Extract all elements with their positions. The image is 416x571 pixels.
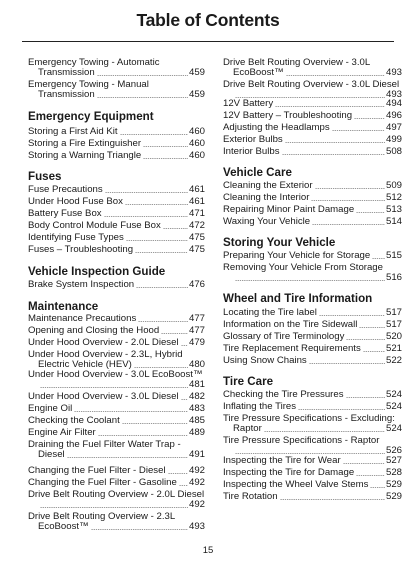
toc-entry-page: 489 xyxy=(188,427,205,438)
dot-leader xyxy=(319,315,385,316)
dot-leader xyxy=(346,397,385,398)
toc-entry[interactable] xyxy=(223,217,402,227)
toc-entry-title: Tire Rotation xyxy=(223,491,278,502)
toc-entry[interactable] xyxy=(223,480,402,490)
dot-leader xyxy=(91,529,188,530)
dot-leader xyxy=(280,499,385,500)
toc-entry[interactable] xyxy=(223,135,402,145)
toc-entry-title: Inflating the Tires xyxy=(223,401,297,412)
toc-entry-page: 513 xyxy=(385,204,402,215)
toc-entry-page: 492 xyxy=(188,477,205,488)
toc-entry[interactable] xyxy=(28,440,205,460)
toc-entry-title: Under Hood Overview - 2.0L Diesel xyxy=(28,337,179,348)
section-heading: Fuses xyxy=(28,170,62,183)
dot-leader xyxy=(105,192,188,193)
toc-entry-title: Engine Air Filter xyxy=(28,427,96,438)
toc-entry-title: Diesel xyxy=(38,449,65,460)
toc-entry-title: Interior Bulbs xyxy=(223,146,280,157)
toc-entry-title: Brake System Inspection xyxy=(28,279,135,290)
toc-entry-page: 509 xyxy=(385,180,402,191)
toc-entry-page: 522 xyxy=(385,355,402,366)
toc-entry-title: Tire Pressure Specifications - Raptor xyxy=(223,435,380,446)
toc-entry-page: 483 xyxy=(188,403,205,414)
section-heading: Tire Care xyxy=(223,375,274,388)
dot-leader xyxy=(275,106,385,107)
toc-entry-page: 515 xyxy=(385,250,402,261)
toc-entry-title: Information on the Tire Sidewall xyxy=(223,319,358,330)
toc-entry[interactable] xyxy=(223,263,402,283)
toc-entry-page: 524 xyxy=(385,389,402,400)
dot-leader xyxy=(168,473,188,474)
toc-entry-page: 508 xyxy=(385,146,402,157)
toc-entry-title: Body Control Module Fuse Box xyxy=(28,220,161,231)
dot-leader xyxy=(135,252,188,253)
toc-entry-page: 492 xyxy=(188,465,205,476)
dot-leader xyxy=(235,280,385,281)
toc-entry-page: 471 xyxy=(188,208,205,219)
toc-entry-page: 516 xyxy=(385,272,402,283)
toc-entry-title: Storing a Warning Triangle xyxy=(28,150,142,161)
toc-entry[interactable] xyxy=(28,314,205,324)
toc-entry-title: Changing the Fuel Filter - Gasoline xyxy=(28,477,177,488)
toc-entry[interactable] xyxy=(28,338,205,348)
dot-leader xyxy=(40,387,188,388)
toc-entry[interactable] xyxy=(223,205,402,215)
toc-entry-title: Adjusting the Headlamps xyxy=(223,122,330,133)
toc-entry-page: 526 xyxy=(385,445,402,456)
toc-entry-title: Locating the Tire label xyxy=(223,307,317,318)
toc-entry-page: 493 xyxy=(385,67,402,78)
section-heading: Wheel and Tire Information xyxy=(223,292,373,305)
toc-entry-title: Repairing Minor Paint Damage xyxy=(223,204,355,215)
toc-entry-page: 514 xyxy=(385,216,402,227)
toc-entry-title: Engine Oil xyxy=(28,403,73,414)
toc-entry-title: Under Hood Overview - 3.0L EcoBoost™ xyxy=(28,369,203,380)
toc-entry[interactable] xyxy=(223,181,402,191)
toc-entry[interactable] xyxy=(223,123,402,133)
dot-leader xyxy=(74,411,188,412)
toc-entry[interactable] xyxy=(223,356,402,366)
toc-entry-title: Fuse Precautions xyxy=(28,184,103,195)
dot-leader xyxy=(163,228,188,229)
dot-leader xyxy=(122,423,188,424)
toc-entry-page: 475 xyxy=(188,244,205,255)
toc-entry-title: Exterior Bulbs xyxy=(223,134,283,145)
toc-entry-title: Maintenance Precautions xyxy=(28,313,137,324)
toc-entry[interactable] xyxy=(28,139,205,149)
toc-entry-page: 497 xyxy=(385,122,402,133)
toc-entry[interactable] xyxy=(223,251,402,261)
toc-entry[interactable] xyxy=(28,245,205,255)
dot-leader xyxy=(264,431,385,432)
dot-leader xyxy=(143,146,188,147)
toc-entry-page: 491 xyxy=(188,449,205,460)
toc-entry-page: 460 xyxy=(188,138,205,149)
dot-leader xyxy=(179,485,188,486)
dot-leader xyxy=(356,212,385,213)
section-heading: Emergency Equipment xyxy=(28,110,154,123)
dot-leader xyxy=(181,399,188,400)
toc-entry[interactable] xyxy=(223,308,402,318)
toc-entry-title: Cleaning the Exterior xyxy=(223,180,313,191)
dot-leader xyxy=(282,154,385,155)
toc-entry[interactable] xyxy=(28,478,205,488)
toc-entry-title: Removing Your Vehicle From Storage xyxy=(223,262,383,273)
toc-entry-title: Inspecting the Tire for Wear xyxy=(223,455,341,466)
toc-entry-title: Drive Belt Routing Overview - 3.0L Diesel xyxy=(223,79,400,90)
toc-entry-title: Fuses – Troubleshooting xyxy=(28,244,134,255)
dot-leader xyxy=(309,363,385,364)
toc-entry-page: 493 xyxy=(188,521,205,532)
dot-leader xyxy=(343,463,385,464)
toc-entry[interactable] xyxy=(28,326,205,336)
toc-entry-page: 477 xyxy=(188,313,205,324)
toc-entry-page: 528 xyxy=(385,467,402,478)
dot-leader xyxy=(138,321,188,322)
toc-entry[interactable] xyxy=(28,416,205,426)
toc-entry-page: 529 xyxy=(385,491,402,502)
dot-leader xyxy=(136,287,188,288)
dot-leader xyxy=(97,75,188,76)
toc-entry-page: 520 xyxy=(385,331,402,342)
section-heading: Storing Your Vehicle xyxy=(223,236,336,249)
toc-entry[interactable] xyxy=(223,99,402,109)
toc-entry[interactable] xyxy=(28,209,205,219)
dot-leader xyxy=(372,258,385,259)
toc-entry-title: Electric Vehicle (HEV) xyxy=(38,359,132,370)
dot-leader xyxy=(134,367,188,368)
toc-entry-title: Under Hood Overview - 3.0L Diesel xyxy=(28,391,179,402)
toc-entry[interactable] xyxy=(223,58,402,78)
toc-entry[interactable] xyxy=(28,490,205,510)
toc-entry-page: 517 xyxy=(385,307,402,318)
toc-entry-title: 12V Battery – Troubleshooting xyxy=(223,110,353,121)
toc-entry-page: 521 xyxy=(385,343,402,354)
toc-entry[interactable] xyxy=(28,233,205,243)
toc-entry-title: Under Hood Overview - 2.3L, Hybrid xyxy=(28,349,183,360)
toc-entry-page: 517 xyxy=(385,319,402,330)
toc-entry-page: 485 xyxy=(188,415,205,426)
toc-entry[interactable] xyxy=(28,127,205,137)
toc-entry-page: 494 xyxy=(385,98,402,109)
toc-entry-title: Emergency Towing - Automatic xyxy=(28,57,160,68)
toc-entry-page: 499 xyxy=(385,134,402,145)
dot-leader xyxy=(97,97,188,98)
dot-leader xyxy=(311,200,385,201)
toc-entry[interactable] xyxy=(28,280,205,290)
toc-entry[interactable] xyxy=(223,80,402,100)
dot-leader xyxy=(161,333,188,334)
toc-entry[interactable] xyxy=(223,320,402,330)
toc-entry-page: 529 xyxy=(385,479,402,490)
toc-entry-title: Tire Pressure Specifications - Excluding: xyxy=(223,413,395,424)
toc-entry-page: 479 xyxy=(188,337,205,348)
toc-entry-title: Checking the Coolant xyxy=(28,415,120,426)
toc-entry[interactable] xyxy=(223,344,402,354)
toc-entry[interactable] xyxy=(28,466,205,476)
dot-leader xyxy=(285,142,385,143)
toc-entry-page: 527 xyxy=(385,455,402,466)
toc-entry-page: 496 xyxy=(385,110,402,121)
dot-leader xyxy=(312,224,385,225)
toc-entry[interactable] xyxy=(28,392,205,402)
toc-entry-title: Cleaning the Interior xyxy=(223,192,310,203)
toc-entry[interactable] xyxy=(223,147,402,157)
toc-entry[interactable] xyxy=(28,512,205,532)
dot-leader xyxy=(286,75,385,76)
toc-entry-title: Drive Belt Routing Overview - 2.3L xyxy=(28,511,176,522)
toc-entry-title: Changing the Fuel Filter - Diesel xyxy=(28,465,166,476)
toc-entry-title: Inspecting the Wheel Valve Stems xyxy=(223,479,369,490)
toc-entry[interactable] xyxy=(28,404,205,414)
toc-entry-page: 493 xyxy=(385,89,402,100)
toc-entry-page: 480 xyxy=(188,359,205,370)
toc-entry-title: Preparing Your Vehicle for Storage xyxy=(223,250,371,261)
dot-leader xyxy=(104,216,188,217)
toc-entry[interactable] xyxy=(223,193,402,203)
toc-entry-page: 459 xyxy=(188,89,205,100)
toc-entry-title: Draining the Fuel Filter Water Trap - xyxy=(28,439,181,450)
toc-entry-page: 477 xyxy=(188,325,205,336)
dot-leader xyxy=(354,118,385,119)
toc-entry[interactable] xyxy=(223,468,402,478)
toc-entry[interactable] xyxy=(223,111,402,121)
toc-entry[interactable] xyxy=(28,197,205,207)
toc-entry-title: Drive Belt Routing Overview - 2.0L Diesel xyxy=(28,489,205,500)
dot-leader xyxy=(143,158,188,159)
toc-entry-page: 482 xyxy=(188,391,205,402)
section-heading: Maintenance xyxy=(28,300,99,313)
dot-leader xyxy=(98,435,188,436)
dot-leader xyxy=(332,130,385,131)
toc-entry[interactable] xyxy=(223,402,402,412)
dot-leader xyxy=(235,453,385,454)
toc-entry-title: Opening and Closing the Hood xyxy=(28,325,160,336)
dot-leader xyxy=(126,240,188,241)
toc-entry-title: Battery Fuse Box xyxy=(28,208,102,219)
toc-entry-page: 472 xyxy=(188,220,205,231)
section-heading: Vehicle Inspection Guide xyxy=(28,265,166,278)
toc-entry[interactable] xyxy=(28,151,205,161)
toc-entry[interactable] xyxy=(223,492,402,502)
toc-entry-title: Storing a Fire Extinguisher xyxy=(28,138,142,149)
toc-entry-page: 492 xyxy=(188,499,205,510)
toc-entry-title: EcoBoost™ xyxy=(38,521,89,532)
dot-leader xyxy=(315,188,385,189)
toc-entry-title: Using Snow Chains xyxy=(223,355,307,366)
section-heading: Vehicle Care xyxy=(223,166,292,179)
toc-entry-title: 12V Battery xyxy=(223,98,274,109)
toc-entry[interactable] xyxy=(28,350,205,370)
toc-entry-page: 524 xyxy=(385,423,402,434)
toc-entry-title: Glossary of Tire Terminology xyxy=(223,331,345,342)
toc-entry-page: 512 xyxy=(385,192,402,203)
toc-entry-page: 459 xyxy=(188,67,205,78)
dot-leader xyxy=(298,409,385,410)
toc-entry[interactable] xyxy=(28,58,205,78)
dot-leader xyxy=(356,475,385,476)
dot-leader xyxy=(359,327,385,328)
toc-entry[interactable] xyxy=(223,436,402,456)
toc-entry-title: Identifying Fuse Types xyxy=(28,232,124,243)
toc-entry[interactable] xyxy=(28,428,205,438)
toc-entry-title: Tire Replacement Requirements xyxy=(223,343,361,354)
toc-entry-page: 481 xyxy=(188,379,205,390)
dot-leader xyxy=(40,507,188,508)
dot-leader xyxy=(363,351,385,352)
toc-entry-page: 475 xyxy=(188,232,205,243)
toc-entry-title: Waxing Your Vehicle xyxy=(223,216,311,227)
toc-entry-page: 476 xyxy=(188,279,205,290)
toc-entry-title: Drive Belt Routing Overview - 3.0L xyxy=(223,57,371,68)
dot-leader xyxy=(181,345,188,346)
toc-entry[interactable] xyxy=(223,332,402,342)
dot-leader xyxy=(120,134,188,135)
toc-entry-title: Inspecting the Tire for Damage xyxy=(223,467,355,478)
toc-entry-title: Emergency Towing - Manual xyxy=(28,79,149,90)
toc-entry-page: 460 xyxy=(188,126,205,137)
toc-entry-title: Storing a First Aid Kit xyxy=(28,126,118,137)
toc-entry[interactable] xyxy=(223,456,402,466)
toc-entry-page: 461 xyxy=(188,184,205,195)
toc-entry-title: Raptor xyxy=(233,423,262,434)
dot-leader xyxy=(370,487,385,488)
toc-entry-page: 524 xyxy=(385,401,402,412)
toc-entry[interactable] xyxy=(28,221,205,231)
dot-leader xyxy=(346,339,385,340)
toc-entry[interactable] xyxy=(223,390,402,400)
toc-entry-title: Checking the Tire Pressures xyxy=(223,389,344,400)
toc-entry-page: 461 xyxy=(188,196,205,207)
dot-leader xyxy=(67,457,188,458)
toc-entry[interactable] xyxy=(28,185,205,195)
toc-entry-title: EcoBoost™ xyxy=(233,67,284,78)
toc-entry[interactable] xyxy=(28,80,205,100)
title-divider xyxy=(22,41,394,42)
dot-leader xyxy=(125,204,188,205)
toc-entry-title: Under Hood Fuse Box xyxy=(28,196,123,207)
toc-entry[interactable] xyxy=(223,414,402,434)
page-title: Table of Contents xyxy=(136,10,280,30)
toc-entry-page: 460 xyxy=(188,150,205,161)
toc-entry[interactable] xyxy=(28,370,205,390)
page-number: 15 xyxy=(202,545,214,556)
toc-entry-title: Transmission xyxy=(38,89,95,100)
toc-entry-title: Transmission xyxy=(38,67,95,78)
